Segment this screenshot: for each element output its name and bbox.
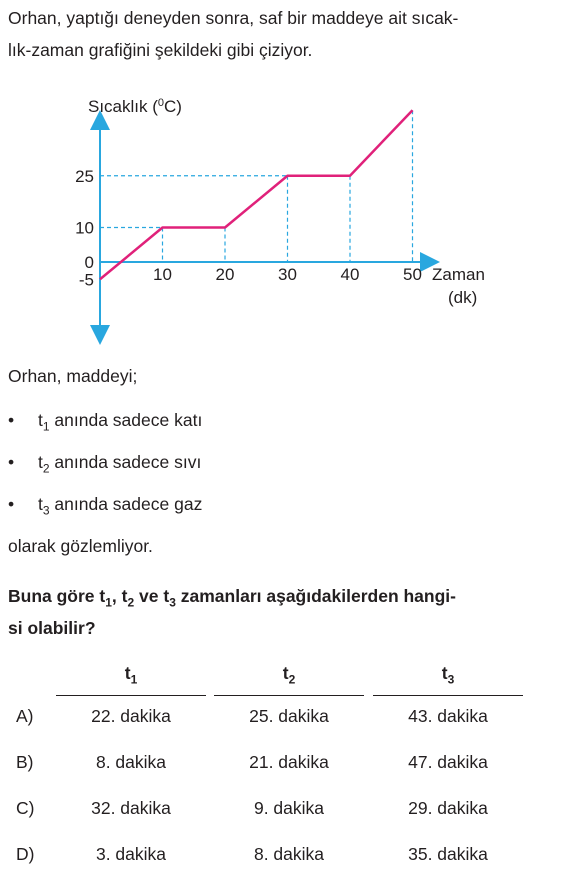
option-label: C) — [16, 798, 35, 818]
header-t3 — [373, 663, 523, 687]
t2-value: 8. dakika — [253, 844, 325, 864]
ask-sub: 2 — [127, 595, 135, 610]
t2-value: 9. dakika — [253, 798, 325, 818]
option-label: B) — [16, 752, 34, 772]
x-axis-label: Zaman — [432, 265, 485, 284]
ask-text: zamanları aşağıdakilerden hangi- — [175, 586, 456, 606]
header-t: t — [441, 663, 448, 683]
x-tick-label: 40 — [340, 265, 360, 284]
bullet-text: anında sadece gaz — [49, 494, 203, 514]
answer-option-d[interactable] — [0, 844, 575, 874]
bullet-sub: 2 — [42, 461, 50, 476]
t1-value: 8. dakika — [95, 752, 167, 772]
after-bullets-line: olarak gözlemliyor. — [8, 536, 153, 556]
y-tick-label: 25 — [75, 166, 94, 186]
header-t1 — [56, 663, 206, 687]
question-ask-line-2: si olabilir? — [8, 618, 96, 638]
header-t: t — [282, 663, 289, 683]
ask-text: ve t — [134, 586, 170, 606]
intro-line-2: lık-zaman grafiğini şekildeki gibi çiziyor. — [8, 40, 313, 60]
ask-sub: 1 — [105, 595, 112, 610]
option-label: D) — [16, 844, 35, 864]
bullet-dot: • — [8, 494, 15, 514]
ask-text: Buna göre t — [8, 586, 106, 606]
ask-sub: 3 — [169, 595, 176, 610]
t3-value: 29. dakika — [408, 798, 488, 818]
option-label: A) — [16, 706, 34, 726]
header-rule — [56, 695, 206, 696]
header-sub: 1 — [130, 672, 138, 687]
t2-value: 25. dakika — [249, 706, 329, 726]
question-ask-line-1 — [8, 586, 456, 610]
header-sub: 2 — [288, 672, 296, 687]
x-tick-label: 20 — [215, 265, 235, 284]
t1-value: 22. dakika — [91, 706, 171, 726]
y-tick-label: 10 — [75, 218, 94, 238]
t1-value: 3. dakika — [95, 844, 167, 864]
temperature-time-chart — [0, 90, 575, 350]
x-axis-unit-label: (dk) — [448, 288, 478, 307]
y-tick-label: 0 — [84, 253, 94, 272]
t1-value: 32. dakika — [91, 798, 171, 818]
t3-value: 35. dakika — [408, 844, 488, 864]
x-tick-label: 30 — [278, 265, 297, 284]
header-rule — [373, 695, 523, 696]
t3-value: 47. dakika — [408, 752, 488, 772]
ask-text: , t — [111, 586, 128, 606]
bullet-t: t — [38, 410, 43, 430]
bullet-item-3 — [8, 494, 202, 518]
bullet-t: t — [38, 452, 43, 472]
observe-line: Orhan, maddeyi; — [8, 366, 138, 386]
bullet-text: anında sadece katı — [49, 410, 203, 430]
t2-value: 21. dakika — [249, 752, 329, 772]
x-tick-label: 10 — [153, 265, 172, 284]
answer-option-c[interactable] — [0, 798, 575, 828]
y-tick-label: -5 — [78, 270, 94, 290]
bullet-sub: 1 — [42, 419, 50, 434]
header-t2 — [214, 663, 364, 687]
answer-option-b[interactable] — [0, 752, 575, 782]
header-t: t — [124, 663, 131, 683]
header-rule — [214, 695, 364, 696]
bullet-t: t — [38, 494, 43, 514]
header-sub: 3 — [447, 672, 455, 687]
bullet-dot: • — [8, 452, 15, 472]
x-tick-label: 50 — [403, 265, 422, 284]
answer-option-a[interactable] — [0, 706, 575, 736]
y-axis-label: Sıcaklık ($^0$C) — [88, 97, 182, 116]
bullet-sub: 3 — [42, 503, 50, 518]
bullet-item-2 — [8, 452, 201, 476]
temperature-series-line — [100, 110, 413, 279]
bullet-dot: • — [8, 410, 15, 430]
bullet-item-1 — [8, 410, 202, 434]
intro-line-1: Orhan, yaptığı deneyden sonra, saf bir maddeye ait sıcak- — [8, 8, 459, 28]
t3-value: 43. dakika — [408, 706, 488, 726]
bullet-text: anında sadece sıvı — [49, 452, 202, 472]
